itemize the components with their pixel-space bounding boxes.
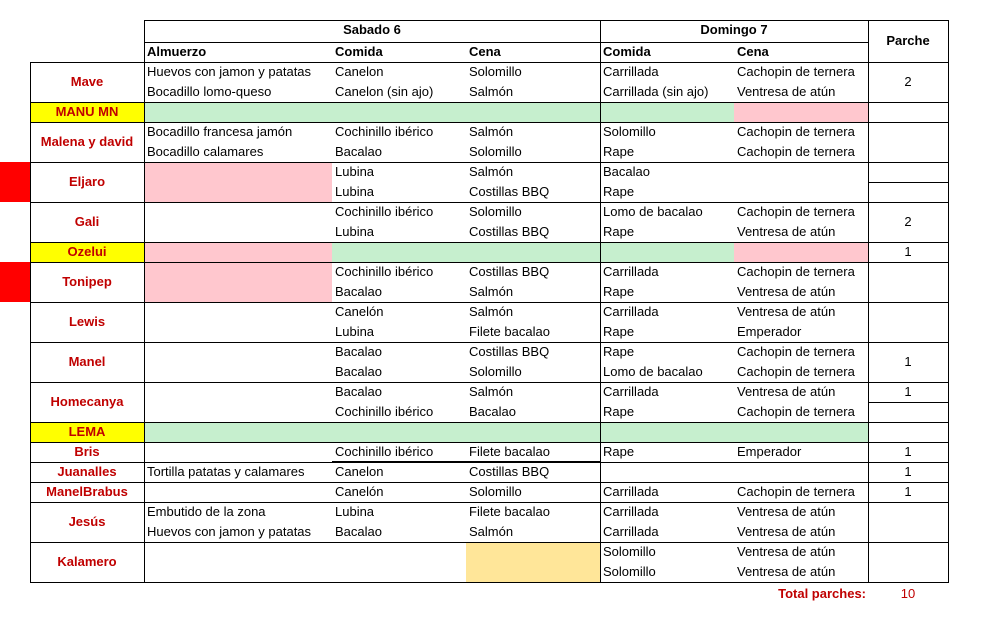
cena-sabado-cell[interactable]	[466, 422, 600, 442]
grid-line	[144, 62, 949, 63]
guest-name: LEMA	[68, 424, 106, 439]
cena-sabado-cell[interactable]: Solomillo	[469, 364, 522, 379]
cena-sabado-cell[interactable]: Salmón	[469, 304, 514, 319]
comida-domingo-cell[interactable]: Rape	[603, 404, 635, 419]
almuerzo-cell[interactable]	[144, 542, 332, 562]
guest-name: Kalamero	[57, 554, 117, 569]
header-domingo: Domingo 7	[700, 22, 768, 37]
header-comida-sabado: Comida	[335, 44, 383, 59]
red-marker	[0, 162, 30, 202]
total-parches-label: Total parches:	[778, 586, 866, 601]
comida-sabado-cell[interactable]	[332, 422, 466, 442]
comida-domingo-cell[interactable]: Rape	[603, 444, 635, 459]
cena-sabado-cell[interactable]: Costillas BBQ	[469, 184, 550, 199]
guest-name: Eljaro	[68, 174, 106, 189]
almuerzo-cell[interactable]: Embutido de la zona	[147, 504, 266, 519]
comida-sabado-cell[interactable]: Bacalao	[335, 524, 382, 539]
parche-cell[interactable]: 1	[904, 354, 912, 369]
guest-name: Manel	[68, 354, 106, 369]
header-comida-domingo: Comida	[603, 44, 651, 59]
comida-sabado-cell[interactable]	[332, 102, 466, 122]
parche-cell[interactable]: 2	[904, 74, 912, 89]
cena-domingo-cell[interactable]	[734, 422, 868, 442]
cena-domingo-cell[interactable]: Cachopin de ternera	[737, 484, 855, 499]
cena-sabado-cell[interactable]: Filete bacalao	[469, 324, 550, 339]
red-marker	[0, 262, 30, 302]
parche-cell[interactable]	[868, 542, 948, 582]
comida-sabado-cell[interactable]: Lubina	[335, 164, 375, 179]
comida-sabado-cell[interactable]: Bacalao	[335, 364, 382, 379]
almuerzo-cell[interactable]	[144, 302, 332, 322]
parche-cell[interactable]	[868, 262, 948, 302]
almuerzo-cell[interactable]	[144, 222, 332, 242]
almuerzo-cell[interactable]	[144, 182, 332, 202]
cena-domingo-cell[interactable]	[734, 102, 868, 122]
cena-sabado-cell[interactable]: Solomillo	[469, 484, 522, 499]
comida-sabado-cell[interactable]	[332, 242, 466, 262]
grid-line	[30, 582, 949, 583]
grid-line	[30, 382, 949, 383]
parche-cell[interactable]	[868, 122, 948, 162]
almuerzo-cell[interactable]	[144, 282, 332, 302]
cena-domingo-cell[interactable]: Ventresa de atún	[737, 224, 836, 239]
cena-sabado-cell[interactable]: Costillas BBQ	[469, 224, 550, 239]
cena-domingo-cell[interactable]: Ventresa de atún	[737, 564, 836, 579]
almuerzo-cell[interactable]: Huevos con jamon y patatas	[147, 64, 312, 79]
comida-domingo-cell[interactable]: Rape	[603, 224, 635, 239]
cena-sabado-cell[interactable]: Filete bacalao	[469, 504, 550, 519]
guest-name: Homecanya	[50, 394, 124, 409]
comida-domingo-cell[interactable]: Carrillada (sin ajo)	[603, 84, 709, 99]
comida-domingo-cell[interactable]: Carrillada	[603, 384, 659, 399]
guest-name: Tonipep	[62, 274, 112, 289]
comida-domingo-cell[interactable]: Carrillada	[603, 504, 659, 519]
comida-sabado-cell[interactable]: Cochinillo ibérico	[335, 204, 434, 219]
almuerzo-cell[interactable]	[144, 322, 332, 342]
comida-domingo-cell[interactable]	[600, 242, 734, 262]
almuerzo-cell[interactable]: Bocadillo calamares	[147, 144, 264, 159]
cena-domingo-cell[interactable]: Cachopin de ternera	[737, 144, 855, 159]
almuerzo-cell[interactable]	[144, 382, 332, 402]
grid-line	[30, 122, 949, 123]
comida-sabado-cell[interactable]: Cochinillo ibérico	[335, 404, 434, 419]
cena-domingo-cell[interactable]: Cachopin de ternera	[737, 404, 855, 419]
guest-name: Juanalles	[57, 464, 117, 479]
comida-sabado-cell[interactable]	[332, 542, 466, 562]
parche-cell[interactable]: 2	[904, 214, 912, 229]
grid-line	[30, 482, 949, 483]
parche-cell[interactable]	[868, 502, 948, 542]
parche-cell[interactable]	[868, 302, 948, 342]
comida-domingo-cell[interactable]: Carrillada	[603, 484, 659, 499]
total-parches-value: 10	[900, 586, 916, 601]
cena-sabado-cell[interactable]: Salmón	[469, 524, 514, 539]
parche-cell[interactable]	[868, 402, 948, 422]
cena-sabado-cell[interactable]: Costillas BBQ	[469, 464, 550, 479]
cena-sabado-cell[interactable]	[466, 102, 600, 122]
comida-sabado-cell[interactable]: Cochinillo ibérico	[335, 444, 434, 459]
comida-sabado-cell[interactable]: Lubina	[335, 184, 375, 199]
grid-line	[30, 302, 949, 303]
almuerzo-cell[interactable]	[144, 442, 332, 462]
cena-domingo-cell[interactable]: Cachopin de ternera	[737, 264, 855, 279]
cena-domingo-cell[interactable]: Ventresa de atún	[737, 284, 836, 299]
comida-domingo-cell[interactable]: Carrillada	[603, 64, 659, 79]
grid-line	[30, 462, 949, 463]
cena-sabado-cell[interactable]: Filete bacalao	[469, 444, 550, 459]
cena-domingo-cell[interactable]: Ventresa de atún	[737, 504, 836, 519]
comida-domingo-cell[interactable]	[600, 422, 734, 442]
cena-sabado-cell[interactable]: Bacalao	[469, 404, 516, 419]
comida-sabado-cell[interactable]: Bacalao	[335, 144, 382, 159]
header-parche: Parche	[886, 33, 930, 48]
comida-domingo-cell[interactable]: Carrillada	[603, 304, 659, 319]
cena-sabado-cell[interactable]: Solomillo	[469, 144, 522, 159]
almuerzo-cell[interactable]	[144, 422, 332, 442]
comida-domingo-cell[interactable]: Carrillada	[603, 264, 659, 279]
cena-domingo-cell[interactable]: Cachopin de ternera	[737, 124, 855, 139]
grid-line	[30, 442, 949, 443]
cena-domingo-cell[interactable]: Ventresa de atún	[737, 84, 836, 99]
grid-line	[30, 242, 949, 243]
cena-sabado-cell[interactable]: Salmón	[469, 84, 514, 99]
grid-line	[30, 162, 949, 163]
comida-domingo-cell[interactable]: Lomo de bacalao	[603, 364, 703, 379]
almuerzo-cell[interactable]: Huevos con jamon y patatas	[147, 524, 312, 539]
guest-name: Ozelui	[67, 244, 107, 259]
cena-sabado-cell[interactable]: Salmón	[469, 284, 514, 299]
comida-sabado-cell[interactable]	[332, 562, 466, 582]
grid-line	[30, 542, 949, 543]
parche-cell[interactable]	[868, 102, 948, 122]
almuerzo-cell[interactable]	[144, 102, 332, 122]
guest-name: Mave	[70, 74, 104, 89]
comida-sabado-cell[interactable]: Canelón	[335, 304, 384, 319]
cena-domingo-cell[interactable]	[734, 242, 868, 262]
guest-name: Malena y david	[40, 134, 134, 149]
comida-sabado-cell[interactable]: Lubina	[335, 224, 375, 239]
grid-line	[30, 422, 949, 423]
grid-line	[30, 202, 949, 203]
parche-cell[interactable]	[868, 422, 948, 442]
cena-sabado-cell[interactable]: Salmón	[469, 384, 514, 399]
comida-sabado-cell[interactable]: Cochinillo ibérico	[335, 264, 434, 279]
guest-name: Bris	[74, 444, 100, 459]
almuerzo-cell[interactable]: Bocadillo francesa jamón	[147, 124, 293, 139]
parche-cell[interactable]: 1	[904, 464, 912, 479]
comida-domingo-cell[interactable]: Rape	[603, 324, 635, 339]
comida-domingo-cell[interactable]: Rape	[603, 344, 635, 359]
comida-domingo-cell[interactable]: Rape	[603, 144, 635, 159]
comida-domingo-cell[interactable]: Rape	[603, 284, 635, 299]
comida-sabado-cell[interactable]: Cochinillo ibérico	[335, 124, 434, 139]
grid-line	[30, 502, 949, 503]
guest-name: Lewis	[68, 314, 106, 329]
header-almuerzo: Almuerzo	[147, 44, 207, 59]
parche-cell[interactable]: 1	[904, 384, 912, 399]
grid-line	[30, 342, 949, 343]
cena-sabado-cell[interactable]: Costillas BBQ	[469, 344, 550, 359]
almuerzo-cell[interactable]: Tortilla patatas y calamares	[147, 464, 305, 479]
guest-name: Gali	[74, 214, 100, 229]
comida-domingo-cell[interactable]: Solomillo	[603, 544, 656, 559]
comida-domingo-cell[interactable]: Lomo de bacalao	[603, 204, 703, 219]
almuerzo-cell[interactable]	[144, 362, 332, 382]
grid-line	[332, 461, 601, 462]
cena-domingo-cell[interactable]	[734, 462, 868, 482]
comida-sabado-cell[interactable]: Bacalao	[335, 284, 382, 299]
grid-line	[30, 62, 31, 583]
guest-name: MANU MN	[55, 104, 119, 119]
almuerzo-cell[interactable]	[144, 162, 332, 182]
cena-domingo-cell[interactable]: Cachopin de ternera	[737, 364, 855, 379]
cena-sabado-cell[interactable]: Costillas BBQ	[469, 264, 550, 279]
cena-domingo-cell[interactable]: Ventresa de atún	[737, 384, 836, 399]
cena-domingo-cell[interactable]: Emperador	[737, 324, 802, 339]
cena-sabado-cell[interactable]: Solomillo	[469, 204, 522, 219]
comida-sabado-cell[interactable]: Lubina	[335, 504, 375, 519]
comida-sabado-cell[interactable]: Canelón	[335, 484, 384, 499]
cena-domingo-cell[interactable]: Ventresa de atún	[737, 544, 836, 559]
cena-domingo-cell[interactable]: Ventresa de atún	[737, 524, 836, 539]
cena-sabado-cell[interactable]: Salmón	[469, 164, 514, 179]
comida-domingo-cell[interactable]: Bacalao	[603, 164, 650, 179]
grid-line	[30, 102, 949, 103]
cena-sabado-cell[interactable]	[466, 542, 600, 562]
cena-domingo-cell[interactable]	[734, 182, 868, 202]
parche-cell[interactable]	[868, 182, 948, 202]
cena-sabado-cell[interactable]	[466, 242, 600, 262]
header-cena-domingo: Cena	[737, 44, 769, 59]
almuerzo-cell[interactable]	[144, 562, 332, 582]
comida-domingo-cell[interactable]: Carrillada	[603, 524, 659, 539]
cena-sabado-cell[interactable]: Solomillo	[469, 64, 522, 79]
grid-line	[144, 20, 949, 21]
header-sabado: Sabado 6	[343, 22, 401, 37]
comida-domingo-cell[interactable]: Solomillo	[603, 124, 656, 139]
almuerzo-cell[interactable]: Bocadillo lomo-queso	[147, 84, 272, 99]
almuerzo-cell[interactable]	[144, 402, 332, 422]
grid-line	[868, 182, 949, 183]
comida-sabado-cell[interactable]: Canelon	[335, 464, 384, 479]
comida-domingo-cell[interactable]	[600, 462, 734, 482]
comida-sabado-cell[interactable]: Lubina	[335, 324, 375, 339]
parche-cell[interactable]	[868, 162, 948, 182]
comida-sabado-cell[interactable]: Canelon (sin ajo)	[335, 84, 434, 99]
cena-domingo-cell[interactable]: Emperador	[737, 444, 802, 459]
cena-domingo-cell[interactable]	[734, 162, 868, 182]
comida-domingo-cell[interactable]: Rape	[603, 184, 635, 199]
cena-domingo-cell[interactable]: Cachopin de ternera	[737, 204, 855, 219]
comida-domingo-cell[interactable]	[600, 102, 734, 122]
comida-sabado-cell[interactable]: Bacalao	[335, 344, 382, 359]
almuerzo-cell[interactable]	[144, 262, 332, 282]
almuerzo-cell[interactable]	[144, 202, 332, 222]
grid-line	[30, 262, 949, 263]
almuerzo-cell[interactable]	[144, 482, 332, 502]
header-cena-sabado: Cena	[469, 44, 501, 59]
guest-name: Jesús	[68, 514, 106, 529]
almuerzo-cell[interactable]	[144, 242, 332, 262]
almuerzo-cell[interactable]	[144, 342, 332, 362]
comida-sabado-cell[interactable]: Bacalao	[335, 384, 382, 399]
guest-name: ManelBrabus	[46, 484, 128, 499]
parche-cell[interactable]: 1	[904, 444, 912, 459]
cena-domingo-cell[interactable]: Cachopin de ternera	[737, 344, 855, 359]
grid-line	[868, 402, 949, 403]
comida-domingo-cell[interactable]: Solomillo	[603, 564, 656, 579]
cena-domingo-cell[interactable]: Cachopin de ternera	[737, 64, 855, 79]
comida-sabado-cell[interactable]: Canelon	[335, 64, 384, 79]
grid-line	[144, 42, 869, 43]
cena-sabado-cell[interactable]	[466, 562, 600, 582]
parche-cell[interactable]: 1	[904, 484, 912, 499]
grid-line	[30, 62, 145, 63]
cena-domingo-cell[interactable]: Ventresa de atún	[737, 304, 836, 319]
parche-cell[interactable]: 1	[904, 244, 912, 259]
cena-sabado-cell[interactable]: Salmón	[469, 124, 514, 139]
